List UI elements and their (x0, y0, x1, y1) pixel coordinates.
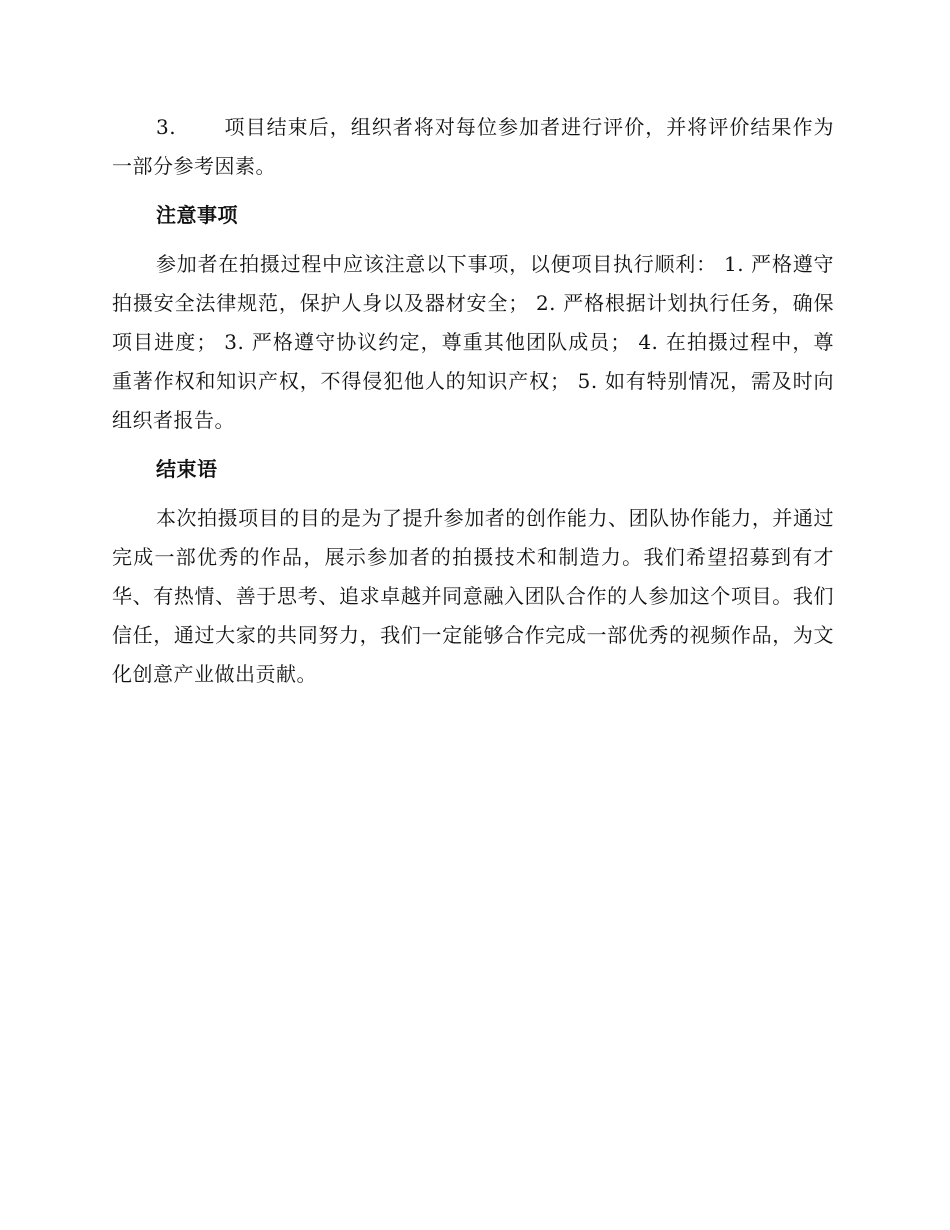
list-item-text: 项目结束后，组织者将对每位参加者进行评价，并将评价结果作为一部分参考因素。 (112, 115, 834, 178)
list-item-3 (112, 108, 834, 186)
document-body (112, 108, 834, 704)
list-item-number: 3. (156, 115, 177, 139)
section-heading-notes: 注意事项 (156, 203, 238, 227)
section-heading-closing: 结束语 (156, 457, 218, 481)
notes-paragraph: 参加者在拍摄过程中应该注意以下事项，以便项目执行顺利： 1. 严格遵守拍摄安全法律规范，保护人身以及器材安全； 2. 严格根据计划执行任务，确保项目进度； 3. 严格遵守协议约定，尊重其他团队成员； 4. 在拍摄过程中，尊重著作权和知识产权，不得侵犯他人的知识产权； 5. 如有特别情况，需及时向组织者报告。 (112, 252, 834, 432)
closing-paragraph: 本次拍摄项目的目的是为了提升参加者的创作能力、团队协作能力，并通过完成一部优秀的作品，展示参加者的拍摄技术和制造力。我们希望招募到有才华、有热情、善于思考、追求卓越并同意融入团队合作的人参加这个项目。我们信任，通过大家的共同努力，我们一定能够合作完成一部优秀的视频作品，为文化创意产业做出贡献。 (112, 506, 834, 686)
